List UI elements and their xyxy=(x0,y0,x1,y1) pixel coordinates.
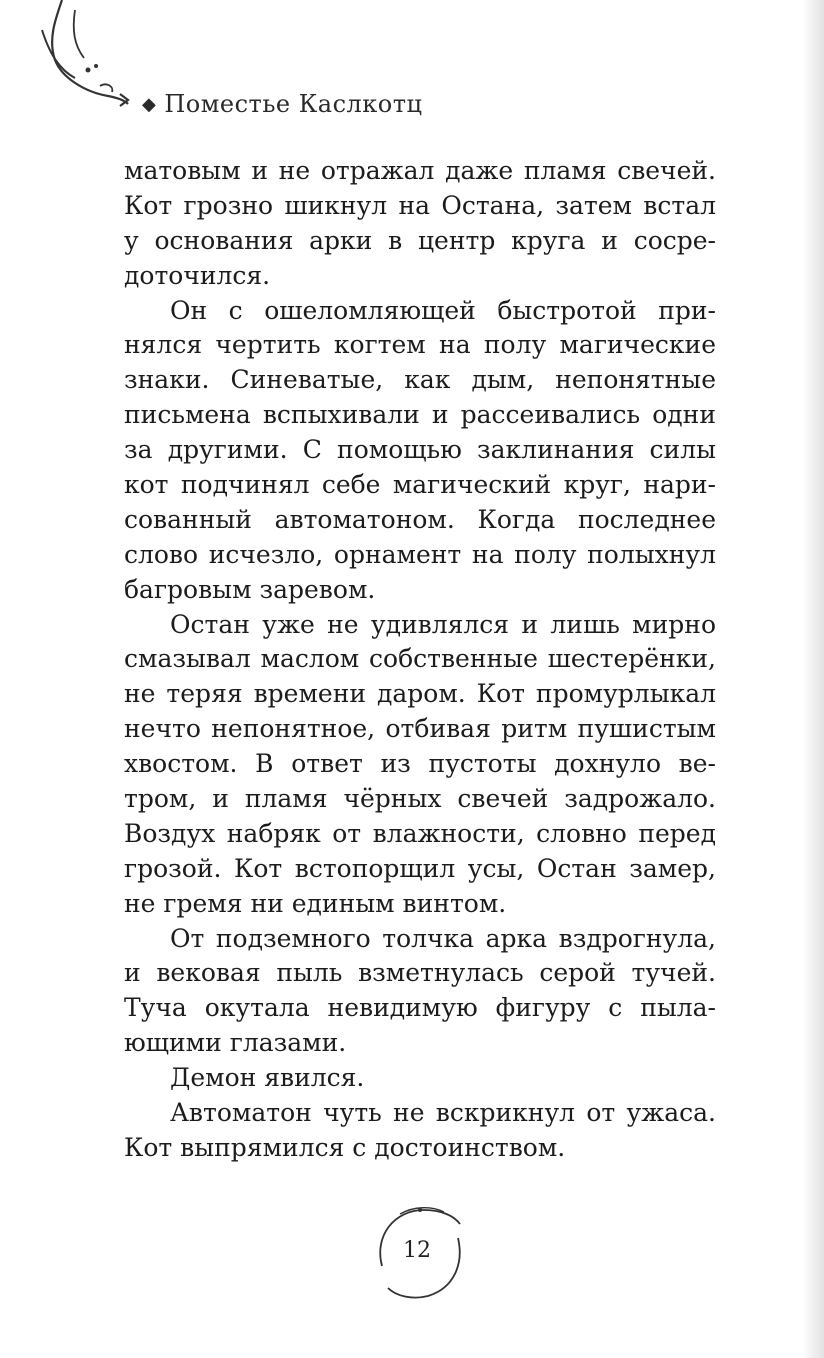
text-line: смазывал маслом собственные шестерёнки, xyxy=(124,644,716,674)
text-line: хвостом. В ответ из пустоты дохнуло ве- xyxy=(124,749,716,779)
text-line: Автоматон чуть не вскрикнул от ужаса. xyxy=(170,1098,716,1128)
text-line: знаки. Синеватые, как дым, непонятные xyxy=(124,365,716,395)
page-number: 12 xyxy=(403,1238,431,1263)
text-line: Воздух набряк от влажности, словно перед xyxy=(124,818,716,848)
diamond-icon: ◆ xyxy=(142,93,157,115)
header-title: Поместье Каслкотц xyxy=(164,90,423,118)
text-line: багровым заревом. xyxy=(124,574,376,604)
text-line: доточился. xyxy=(124,260,271,290)
text-line: нечто непонятное, отбивая ритм пушистым xyxy=(124,714,716,744)
text-line: Кот выпрямился с достоинством. xyxy=(124,1132,566,1162)
text-line: Кот грозно шикнул на Остана, затем встал xyxy=(124,190,716,220)
text-line: Демон явился. xyxy=(170,1063,365,1093)
text-line: письмена вспыхивали и рассеивались одни xyxy=(124,400,716,430)
text-line: сованный автоматоном. Когда последнее xyxy=(124,504,716,534)
text-line: и вековая пыль взметнулась серой тучей. xyxy=(124,958,716,988)
text-line: От подземного толчка арка вздрогнула, xyxy=(170,923,716,953)
text-line: кот подчинял себе магический круг, нари- xyxy=(124,470,716,500)
running-header xyxy=(142,84,422,124)
corner-flourish-ornament xyxy=(0,0,140,120)
text-line: тром, и пламя чёрных свечей задрожало. xyxy=(124,784,716,814)
text-line: Остан уже не удивлялся и лишь мирно xyxy=(170,609,716,639)
text-line: нялся чертить когтем на полу магические xyxy=(124,330,716,360)
text-line: Он с ошеломляющей быстротой при- xyxy=(170,295,716,325)
text-line: за другими. С помощью заклинания силы xyxy=(124,435,716,465)
page-edge-shadow xyxy=(802,0,824,1358)
body-text xyxy=(124,154,716,1166)
text-line: у основания арки в центр круга и сосре- xyxy=(124,225,716,255)
text-line: ющими глазами. xyxy=(124,1028,347,1058)
page-number-ornament xyxy=(370,1196,470,1308)
text-line: матовым и не отражал даже пламя свечей. xyxy=(124,156,716,185)
text-line: не гремя ни единым винтом. xyxy=(124,888,507,918)
text-line: Туча окутала невидимую фигуру с пыла- xyxy=(124,993,716,1023)
text-line: не теряя времени даром. Кот промурлыкал xyxy=(124,679,716,709)
text-line: грозой. Кот встопорщил усы, Остан замер, xyxy=(124,853,716,883)
text-line: слово исчезло, орнамент на полу полыхнул xyxy=(124,539,716,569)
